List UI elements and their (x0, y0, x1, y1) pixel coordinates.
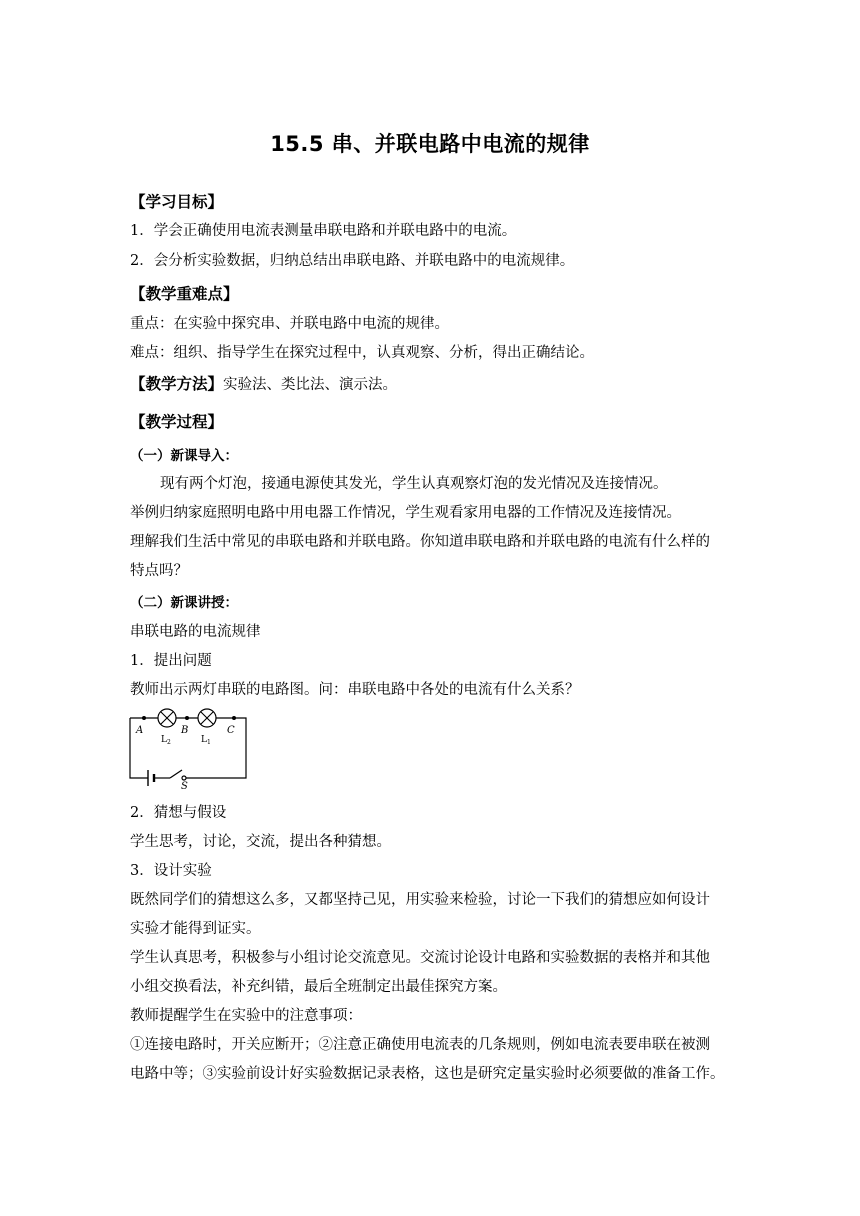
step3-line-6: ①连接电路时，开关应断开；②注意正确使用电流表的几条规则，例如电流表要串联在被测 (130, 1037, 710, 1053)
intro-line-3: 理解我们生活中常见的串联电路和并联电路。你知道串联电路和并联电路的电流有什么样的 (130, 534, 710, 550)
step1-text: 教师出示两灯串联的电路图。问：串联电路中各处的电流有什么关系？ (130, 682, 580, 698)
step3-line-4: 小组交换看法，补充纠错，最后全班制定出最佳探究方案。 (130, 979, 507, 995)
methods-heading: 【教学方法】 (130, 375, 224, 393)
objective-item-2: 2．会分析实验数据，归纳总结出串联电路、并联电路中的电流规律。 (130, 253, 575, 269)
battery-icon (148, 770, 154, 786)
objective-item-1: 1．学会正确使用电流表测量串联电路和并联电路中的电流。 (130, 223, 517, 239)
methods-line (130, 374, 740, 395)
lecture-heading: （二）新课讲授： (130, 595, 238, 611)
step2-text: 学生思考，讨论，交流，提出各种猜想。 (130, 834, 391, 850)
step3-heading: 3．设计实验 (130, 863, 212, 879)
node-c-dot (232, 716, 236, 720)
objectives-heading: 【学习目标】 (130, 193, 224, 211)
page-title: 15.5 串、并联电路中电流的规律 (270, 132, 590, 156)
step3-line-3: 学生认真思考，积极参与小组讨论交流意见。交流讨论设计电路和实验数据的表格并和其他 (130, 950, 710, 966)
label-l2-sub: 2 (167, 739, 171, 746)
switch-icon (170, 770, 186, 780)
label-l1: L (201, 735, 207, 745)
step2-heading: 2．猜想与假设 (130, 805, 227, 821)
key-points-heading: 【教学重难点】 (130, 285, 239, 303)
process-heading: 【教学过程】 (130, 413, 224, 431)
key-point-text: 重点：在实验中探究串、并联电路中电流的规律。 (130, 316, 449, 332)
series-circuit-diagram (126, 708, 252, 790)
label-a: A (136, 725, 144, 736)
lamp-l2-icon (158, 709, 176, 727)
label-l2: L (161, 735, 167, 745)
intro-heading: （一）新课导入： (130, 448, 238, 464)
wire-right (186, 718, 246, 778)
step3-line-5: 教师提醒学生在实验中的注意事项： (130, 1008, 362, 1024)
intro-line-2: 举例归纳家庭照明电路中用电器工作情况，学生观看家用电器的工作情况及连接情况。 (130, 505, 681, 521)
step1-heading: 1．提出问题 (130, 653, 212, 669)
label-c: C (227, 725, 235, 736)
node-a-dot (142, 716, 146, 720)
step3-line-1: 既然同学们的猜想这么多，又都坚持己见，用实验来检验，讨论一下我们的猜想应如何设计 (130, 892, 710, 908)
series-title: 串联电路的电流规律 (130, 624, 261, 640)
methods-text: 实验法、类比法、演示法。 (223, 377, 398, 393)
intro-line-4: 特点吗？ (130, 563, 188, 579)
label-b: B (181, 725, 189, 736)
step3-line-7: 电路中等；③实验前设计好实验数据记录表格，这也是研究定量实验时必须要做的准备工作。 (130, 1066, 725, 1082)
intro-line-1: 现有两个灯泡，接通电源使其发光，学生认真观察灯泡的发光情况及连接情况。 (160, 476, 668, 492)
label-l1-sub: 1 (207, 739, 211, 746)
node-b-dot (185, 716, 189, 720)
difficult-point-text: 难点：组织、指导学生在探究过程中，认真观察、分析，得出正确结论。 (130, 345, 594, 361)
lamp-l1-icon (198, 709, 216, 727)
label-s: S (181, 781, 188, 790)
step3-line-2: 实验才能得到证实。 (130, 921, 261, 937)
